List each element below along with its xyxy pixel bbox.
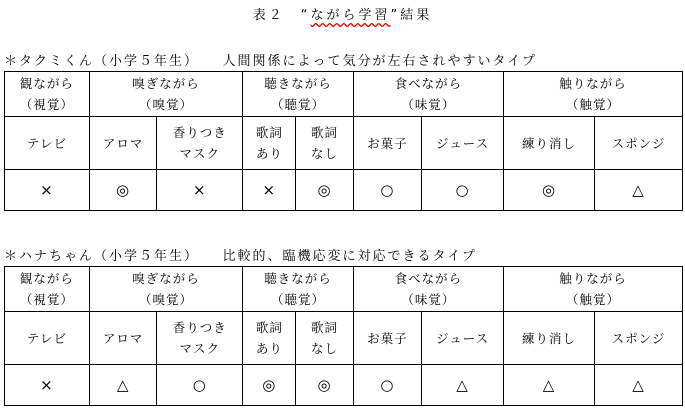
result-cell: △: [594, 170, 682, 211]
item-cell: ジュース: [422, 312, 504, 365]
result-cell: ×: [157, 170, 243, 211]
result-cell: ◎: [503, 170, 594, 211]
item-cell: テレビ: [5, 117, 90, 170]
item-cell: テレビ: [5, 312, 90, 365]
category-header-row: [5, 72, 683, 117]
result-cell: ○: [353, 170, 422, 211]
header-cell: 聴きながら （聴覚）: [243, 72, 353, 117]
table-2-caption: ＊ハナちゃん（小学５年生） 比較的、臨機応変に対応できるタイプ: [4, 249, 477, 264]
result-cell: △: [594, 365, 682, 406]
title-emphasis: ながら学習: [310, 8, 391, 23]
page-title: [0, 4, 685, 23]
header-cell: 嗅ぎながら （嗅覚）: [89, 72, 242, 117]
result-cell: △: [89, 365, 156, 406]
result-cell: ◎: [296, 365, 353, 406]
item-cell: 歌詞 あり: [243, 117, 296, 170]
result-cell: △: [503, 365, 594, 406]
item-cell: スポンジ: [594, 312, 682, 365]
header-cell: 食べながら （味覚）: [353, 267, 503, 312]
header-cell: 観ながら （視覚）: [5, 267, 90, 312]
item-cell: 歌詞 なし: [296, 117, 353, 170]
result-cell: ◎: [296, 170, 353, 211]
title-prefix: 表２ “: [252, 8, 311, 23]
table-1-caption: ＊タクミくん（小学５年生） 人間関係によって気分が左右されやすいタイプ: [4, 54, 537, 69]
result-cell: ○: [157, 365, 243, 406]
results-table-hana: [4, 266, 683, 406]
item-cell: お菓子: [353, 117, 422, 170]
item-cell: スポンジ: [594, 117, 682, 170]
header-cell: 触りながら （触覚）: [503, 72, 682, 117]
header-cell: 聴きながら （聴覚）: [243, 267, 353, 312]
item-cell: 歌詞 なし: [296, 312, 353, 365]
result-cell: ○: [422, 170, 504, 211]
title-suffix: ”結果: [390, 8, 433, 23]
header-cell: 触りながら （触覚）: [503, 267, 682, 312]
header-cell: 嗅ぎながら （嗅覚）: [89, 267, 242, 312]
item-cell: 香りつき マスク: [157, 117, 243, 170]
category-header-row: [5, 267, 683, 312]
result-cell: ○: [353, 365, 422, 406]
item-cell: 香りつき マスク: [157, 312, 243, 365]
header-cell: 食べながら （味覚）: [353, 72, 503, 117]
item-cell: ジュース: [422, 117, 504, 170]
item-cell: 練り消し: [503, 312, 594, 365]
item-cell: アロマ: [89, 312, 156, 365]
header-cell: 観ながら （視覚）: [5, 72, 90, 117]
result-cell: ×: [5, 170, 90, 211]
result-row: [5, 365, 683, 406]
results-table-takumi: [4, 71, 683, 211]
item-cell: 練り消し: [503, 117, 594, 170]
result-cell: ×: [5, 365, 90, 406]
item-cell: お菓子: [353, 312, 422, 365]
item-cell: 歌詞 あり: [243, 312, 296, 365]
item-row: [5, 312, 683, 365]
result-row: [5, 170, 683, 211]
result-cell: ×: [243, 170, 296, 211]
result-cell: ◎: [89, 170, 156, 211]
result-cell: △: [422, 365, 504, 406]
result-cell: ◎: [243, 365, 296, 406]
item-cell: アロマ: [89, 117, 156, 170]
item-row: [5, 117, 683, 170]
